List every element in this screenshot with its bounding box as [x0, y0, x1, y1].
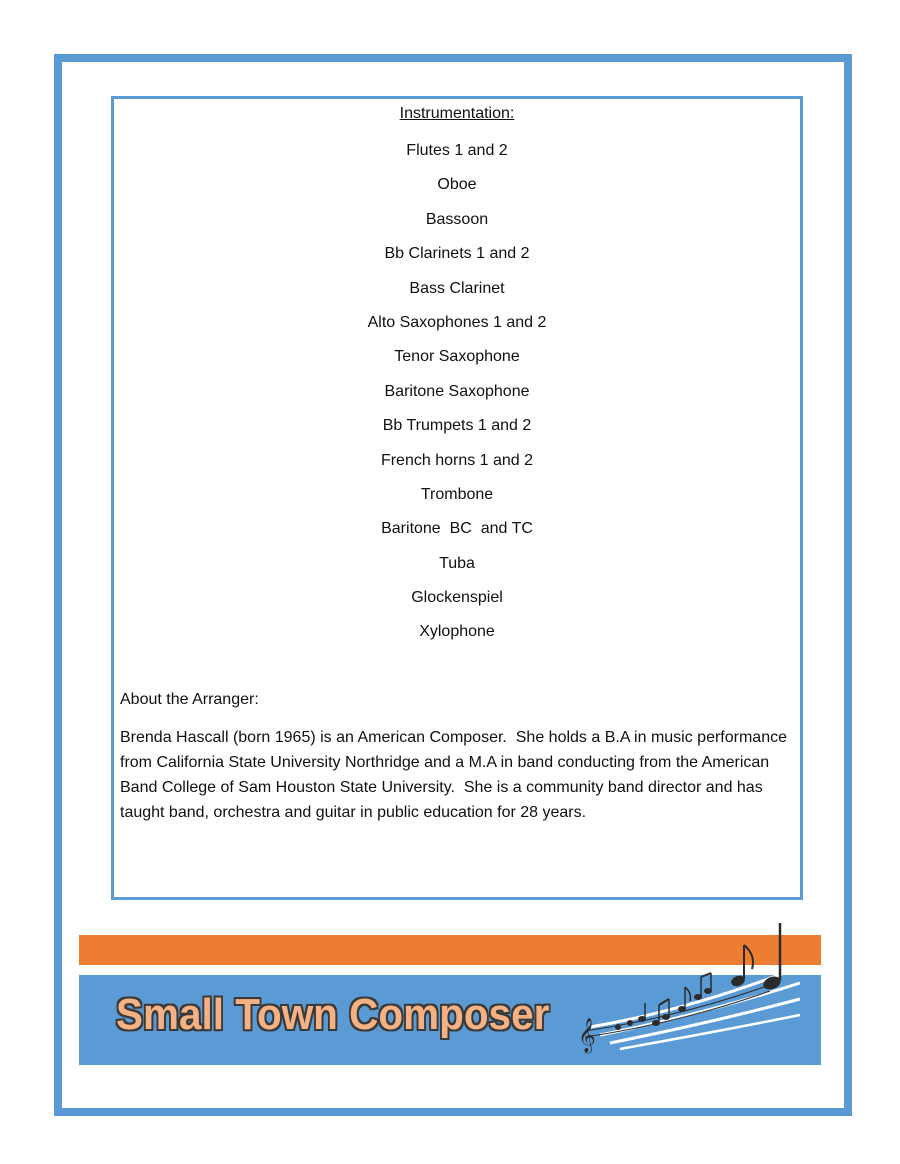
list-item: French horns 1 and 2: [380, 451, 534, 469]
list-item: Xylophone: [419, 623, 495, 641]
list-item: Glockenspiel: [411, 589, 503, 607]
instrumentation-heading: Instrumentation:: [399, 105, 515, 122]
list-item: Bassoon: [425, 210, 489, 228]
list-item: Baritone BC and TC: [381, 520, 533, 538]
svg-text:𝄞: 𝄞: [578, 1018, 596, 1053]
list-item: Flutes 1 and 2: [406, 142, 508, 159]
list-item: Alto Saxophones 1 and 2: [367, 313, 547, 331]
list-item: Bass Clarinet: [409, 279, 505, 297]
music-notes-icon: [570, 915, 820, 1055]
list-item: Tuba: [439, 554, 475, 572]
content-box: [111, 96, 803, 900]
list-item: Trombone: [420, 485, 494, 503]
about-arranger-body: Brenda Hascall (born 1965) is an American Composer. She holds a B.A in music performance from California State University Northridge and a M.A in band conducting from the American Band College of Sam Houston State University. She is a community band director and has taught band, orchestra and guitar in public education for 28 years.: [120, 729, 792, 821]
list-item: Bb Clarinets 1 and 2: [384, 245, 530, 263]
list-item: Bb Trumpets 1 and 2: [382, 417, 532, 435]
list-item: Baritone Saxophone: [384, 382, 530, 400]
list-item: Tenor Saxophone: [394, 348, 520, 366]
brand-logo-text: Small Town Composer: [116, 990, 550, 1039]
about-arranger-title: About the Arranger:: [120, 691, 259, 708]
list-item: Oboe: [437, 176, 477, 194]
instrument-list: [114, 141, 800, 657]
